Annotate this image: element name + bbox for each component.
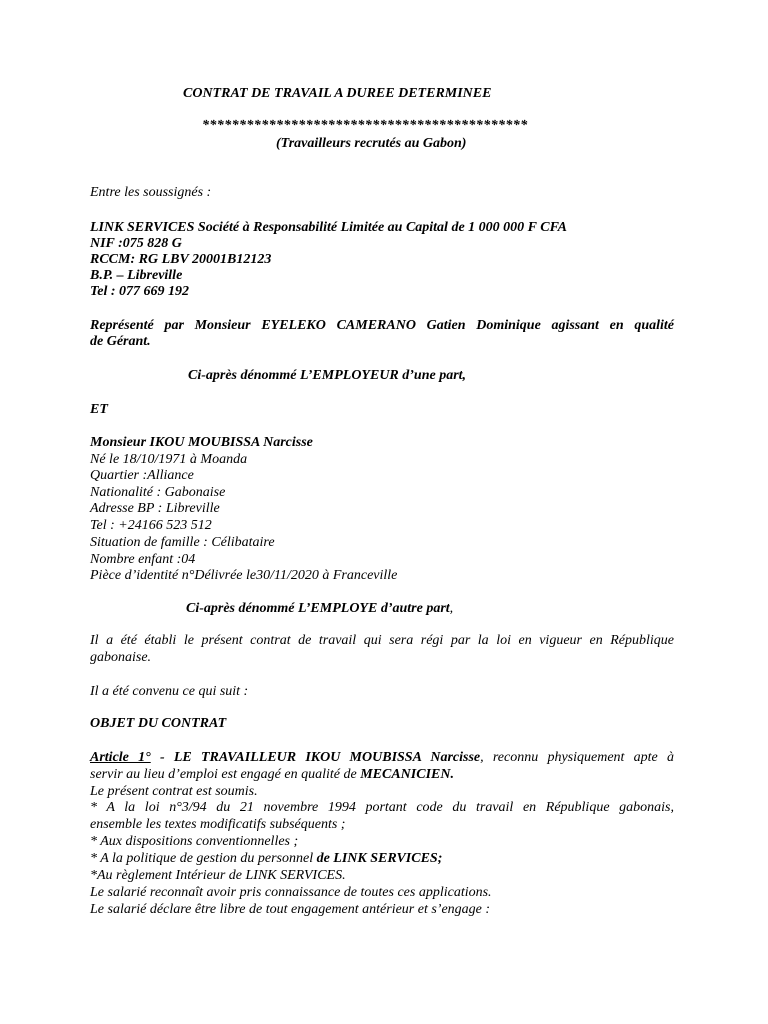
- article-1-role-prefix: servir au lieu d’emploi est engagé en qualité de: [90, 767, 361, 782]
- article-1-role: MECANICIEN.: [360, 767, 454, 782]
- article-1-line1: [90, 750, 674, 766]
- article-1-policy-company: de LINK SERVICES;: [316, 851, 443, 866]
- employee-family-status: Situation de famille : Célibataire: [90, 535, 275, 550]
- article-1-subject: Le présent contrat est soumis.: [90, 784, 258, 799]
- employee-designation-comma: ,: [449, 601, 454, 616]
- article-1-rest: , reconnu physiquement apte à: [480, 750, 674, 765]
- employer-tel: Tel : 077 669 192: [90, 284, 190, 299]
- employer-company: LINK SERVICES Société à Responsabilité Limitée au Capital de 1 000 000 F CFA: [90, 220, 567, 235]
- title-stars-divider: ********************************************: [202, 118, 528, 133]
- article-1-conventions: * Aux dispositions conventionnelles ;: [90, 834, 299, 849]
- article-1-internal-rules: *Au règlement Intérieur de LINK SERVICES.: [90, 868, 346, 883]
- employer-nif: NIF :075 828 G: [90, 236, 182, 251]
- article-1-dash: -: [150, 750, 174, 765]
- et-separator: ET: [90, 402, 108, 417]
- employee-id-document: Pièce d’identité n°Délivrée le30/11/2020 à Franceville: [90, 568, 398, 583]
- paragraph-agreed: Il a été convenu ce qui suit :: [90, 684, 249, 699]
- employer-designation: Ci-après dénommé L’EMPLOYEUR d’une part,: [188, 368, 467, 383]
- article-1-line2: [90, 767, 454, 783]
- employee-name: Monsieur IKOU MOUBISSA Narcisse: [90, 435, 313, 450]
- employee-children: Nombre enfant :04: [90, 552, 196, 567]
- article-1-texts: ensemble les textes modificatifs subséquents ;: [90, 817, 346, 832]
- employee-tel: Tel : +24166 523 512: [90, 518, 212, 533]
- section-heading-objet: OBJET DU CONTRAT: [90, 716, 227, 731]
- article-1-commitment: Le salarié déclare être libre de tout engagement antérieur et s’engage :: [90, 902, 491, 917]
- contract-title: CONTRAT DE TRAVAIL A DUREE DETERMINEE: [183, 86, 492, 101]
- employer-bp: B.P. – Libreville: [90, 268, 183, 283]
- employee-quartier: Quartier :Alliance: [90, 468, 194, 483]
- article-1-label: Article 1°: [90, 750, 151, 765]
- employee-address: Adresse BP : Libreville: [90, 501, 220, 516]
- employee-nationality: Nationalité : Gabonaise: [90, 485, 226, 500]
- employee-designation-text: Ci-après dénommé L’EMPLOYE d’autre part: [186, 601, 450, 616]
- article-1-policy: [90, 851, 442, 867]
- employee-designation: [186, 601, 453, 617]
- employer-representative: Représenté par Monsieur EYELEKO CAMERANO Gatien Dominique agissant en qualité: [90, 318, 674, 333]
- intro-text: Entre les soussignés :: [90, 185, 212, 200]
- article-1-policy-prefix: * A la politique de gestion du personnel: [90, 851, 317, 866]
- article-1-acknowledgement: Le salarié reconnaît avoir pris connaissance de toutes ces applications.: [90, 885, 492, 900]
- employee-birth: Né le 18/10/1971 à Moanda: [90, 452, 248, 467]
- paragraph-law-line2: gabonaise.: [90, 650, 152, 665]
- employer-rccm: RCCM: RG LBV 20001B12123: [90, 252, 272, 267]
- article-1-law-ref: * A la loi n°3/94 du 21 novembre 1994 portant code du travail en République gabonais,: [90, 800, 674, 815]
- article-1-worker-name: LE TRAVAILLEUR IKOU MOUBISSA Narcisse: [173, 750, 481, 765]
- contract-subtitle: (Travailleurs recrutés au Gabon): [276, 136, 467, 151]
- employer-representative-role: de Gérant.: [90, 334, 151, 349]
- paragraph-law-line1: Il a été établi le présent contrat de travail qui sera régi par la loi en vigueur en République: [90, 633, 674, 648]
